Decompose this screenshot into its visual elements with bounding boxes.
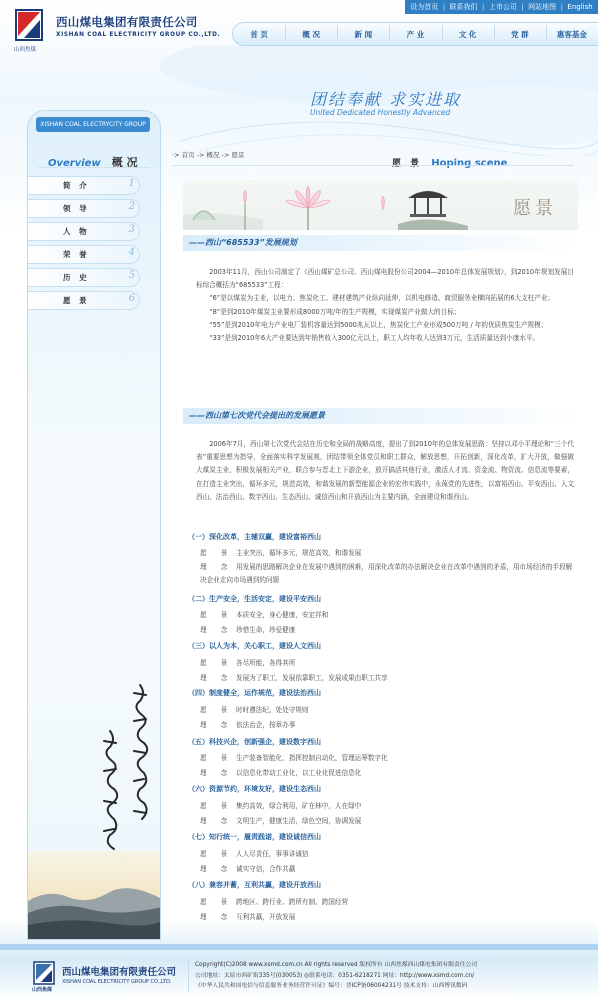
sidebar-item-number: 5 bbox=[128, 270, 135, 281]
vision-item-title: （三）以人为本，关心职工，建设人文西山 bbox=[188, 642, 321, 650]
breadcrumb-parent[interactable]: 概况 bbox=[206, 151, 220, 159]
lotus-banner-label: 愿景 bbox=[513, 198, 557, 219]
breadcrumb-current: 愿景 bbox=[231, 151, 245, 159]
footer-address: 公司地址：太原市西矿街335号(030053) ◎联系电话：0351-6218271 网址：http://www.xsmd.com.cn/ bbox=[195, 972, 475, 979]
idea-value: 诚实守信，合作共赢 bbox=[236, 865, 296, 873]
idea-row bbox=[200, 672, 574, 685]
vision-row bbox=[200, 752, 574, 765]
sitemap-link[interactable]: 网站地图 bbox=[528, 3, 557, 11]
nav-fund[interactable]: 惠客基金 bbox=[546, 29, 598, 40]
footer-copyright: Copyright(C)2008 www.xsmd.com.cn All rights reserved 版权所有 山西焦煤西山煤电集团有限责任公司 bbox=[195, 962, 478, 968]
vision-item-title: （一）深化改革，主辅双赢，建设富裕西山 bbox=[188, 533, 321, 541]
vision-key: 愿 景 bbox=[200, 802, 234, 810]
idea-row bbox=[200, 624, 574, 637]
idea-value: 以信息化带动工业化，以工业化促进信息化 bbox=[236, 769, 362, 777]
sidebar-item-number: 6 bbox=[128, 293, 135, 304]
section1-body bbox=[196, 266, 574, 345]
vision-key: 愿 景 bbox=[200, 754, 234, 762]
idea-row bbox=[200, 911, 574, 924]
vision-row bbox=[200, 609, 574, 622]
section-header bbox=[183, 408, 578, 424]
set-homepage-link[interactable]: 设为首页 bbox=[410, 3, 439, 11]
idea-value: 互利共赢，开放发展 bbox=[236, 913, 296, 921]
logo-parent-brand: 山西焦煤 bbox=[14, 47, 37, 53]
nav-home[interactable]: 首 页 bbox=[250, 29, 268, 39]
contact-us-link[interactable]: 联系我们 bbox=[449, 3, 478, 11]
idea-row bbox=[200, 863, 574, 876]
lotus-banner-image bbox=[183, 180, 578, 230]
sidebar-item-label: 人 物 bbox=[63, 227, 90, 236]
sidebar-item-number: 4 bbox=[128, 247, 135, 258]
idea-key: 理 念 bbox=[200, 817, 234, 825]
breadcrumb bbox=[172, 150, 245, 159]
sidebar-menu bbox=[28, 176, 161, 314]
vision-key: 愿 景 bbox=[200, 706, 234, 714]
breadcrumb-home[interactable]: 首页 bbox=[181, 151, 195, 159]
vision-item-title: （六）资源节约，环境友好，建设生态西山 bbox=[188, 785, 321, 793]
idea-key: 理 念 bbox=[200, 721, 234, 729]
nav-overview[interactable]: 概 况 bbox=[285, 29, 337, 40]
sidebar-item-label: 领 导 bbox=[63, 204, 90, 213]
idea-key: 理 念 bbox=[200, 913, 234, 921]
sidebar-item-leaders[interactable] bbox=[28, 199, 140, 218]
sidebar-item-number: 1 bbox=[128, 178, 135, 189]
vision-row bbox=[200, 657, 574, 670]
logo-company-name: 西山煤电集团有限责任公司 bbox=[56, 15, 198, 29]
vision-key: 愿 景 bbox=[200, 850, 234, 858]
vision-value: 集约高效，绿合利用，矿在林中，人在绿中 bbox=[236, 802, 362, 810]
vision-value: 人人尽责任，事事讲诚信 bbox=[236, 850, 309, 858]
sidebar-group-label: XISHAN COAL ELECTRYCITY GROUP bbox=[36, 117, 150, 132]
sidebar-item-label: 荣 誉 bbox=[63, 250, 90, 259]
lotus-illustration bbox=[183, 180, 578, 230]
nav-news[interactable]: 新 闻 bbox=[337, 29, 389, 40]
logo-company-name-en: XISHAN COAL ELECTRICITY GROUP CO.,LTD. bbox=[56, 32, 221, 38]
sidebar-item-number: 2 bbox=[128, 201, 135, 212]
idea-row bbox=[200, 561, 574, 587]
section-title: ——西山“685533”发展规划 bbox=[189, 238, 297, 247]
page-title-cn: 愿 景 bbox=[392, 159, 423, 169]
mountain-landscape-image bbox=[28, 851, 161, 940]
idea-key: 理 念 bbox=[200, 865, 234, 873]
english-link[interactable]: English bbox=[567, 3, 593, 11]
idea-row bbox=[200, 767, 574, 780]
vision-item-title: （四）制度健全，运作规范，建设法治西山 bbox=[188, 689, 321, 697]
main-nav bbox=[232, 22, 598, 46]
top-links-bar: 设为首页 | 联系我们 | 上市公司 | 网站地图 | English bbox=[405, 0, 598, 14]
paragraph: “55”是到2010年电力产业电厂装机容量达到5000兆瓦以上，焦炭化工产业形成500万吨 / 年的优质焦炭生产规模； bbox=[209, 320, 548, 329]
sidebar-divider bbox=[38, 167, 150, 168]
vision-row bbox=[200, 547, 574, 560]
breadcrumb-separator: -> bbox=[196, 151, 205, 159]
vision-value: 时时遵法纪，处处守规则 bbox=[236, 706, 309, 714]
vision-item-title: （七）知行统一，履责践诺，建设诚信西山 bbox=[188, 833, 321, 841]
vision-row bbox=[200, 896, 574, 909]
vision-key: 愿 景 bbox=[200, 549, 234, 557]
idea-row bbox=[200, 815, 574, 828]
idea-value: 发展为了职工，发展依靠职工，发展成果由职工共享 bbox=[236, 674, 388, 682]
footer-logo bbox=[32, 960, 212, 994]
sidebar-item-label: 愿 景 bbox=[63, 296, 90, 305]
vision-row bbox=[200, 800, 574, 813]
footer-company-name-en: XISHAN COAL ELECTRICITY GROUP CO.,LTD. bbox=[62, 979, 172, 985]
sidebar-heading-cn: 概 况 bbox=[111, 156, 138, 169]
idea-row bbox=[200, 719, 574, 732]
idea-value: 用发展的思路解决企业在发展中遇到的困难，用深化改革的办法解决企业在改革中遇到的矛盾，用市场经济的手段解决企业走向市场遇到的问题 bbox=[200, 563, 573, 584]
breadcrumb-arrow-icon: ·> bbox=[172, 151, 180, 159]
vision-value: 生产装备智能化，指挥控制自动化，管理运筹数字化 bbox=[236, 754, 388, 762]
pavilion-icon bbox=[398, 191, 468, 230]
nav-culture[interactable]: 文 化 bbox=[442, 29, 494, 40]
idea-value: 文明生产，健康生活，绿色空间，协调发展 bbox=[236, 817, 362, 825]
sidebar-item-label: 简 介 bbox=[63, 181, 90, 190]
banner-slogan-en: United Dedicated Honestly Advanced bbox=[310, 108, 451, 117]
vision-key: 愿 景 bbox=[200, 611, 234, 619]
vision-row bbox=[200, 704, 574, 717]
banner-slogan: 团结奉献 求实进取 bbox=[310, 90, 462, 109]
vision-value: 本质安全，身心健康，安定祥和 bbox=[236, 611, 329, 619]
vision-item-title: （五）科技兴企，创新强企，建设数字西山 bbox=[188, 738, 321, 746]
vision-key: 愿 景 bbox=[200, 659, 234, 667]
paragraph: “33”是到2010年6大产业要达到年销售收入300亿元以上，职工人均年收入达到3万元，生活质量达到小康水平。 bbox=[209, 334, 540, 343]
footer-divider bbox=[0, 944, 598, 950]
nav-industry[interactable]: 产 业 bbox=[389, 29, 441, 40]
idea-value: 依法治企，按章办事 bbox=[236, 721, 296, 729]
page-title-en: Hoping scene bbox=[431, 158, 508, 169]
breadcrumb-separator: -> bbox=[221, 151, 230, 159]
vision-value: 各尽所能，各得其所 bbox=[236, 659, 296, 667]
sidebar-item-honors[interactable] bbox=[28, 245, 140, 264]
footer-info bbox=[188, 960, 588, 992]
sidebar-item-intro[interactable] bbox=[28, 176, 140, 195]
idea-value: 珍惜生命，珍爱健康 bbox=[236, 626, 296, 634]
sidebar bbox=[27, 110, 161, 940]
vision-key: 愿 景 bbox=[200, 898, 234, 906]
paragraph: 2003年11月，西山公司制定了《西山煤矿总公司、西山煤电股份公司2004—2010年总体发展规划》，到2010年规划发展目标综合概括为“685533”工程： bbox=[196, 268, 574, 290]
sidebar-item-people[interactable] bbox=[28, 222, 140, 241]
sidebar-heading-en: Overview bbox=[48, 158, 101, 169]
idea-key: 理 念 bbox=[200, 674, 234, 682]
sidebar-item-label: 历 史 bbox=[63, 273, 90, 282]
paragraph: “8”是到2010年煤炭主业要形成8000万吨/年的生产规模，实现煤炭产业做大的目标； bbox=[209, 307, 461, 316]
paragraph: 2006年7月，西山第七次党代会站在历史和全局的战略高度，提出了到2010年的总体发展思路：坚持以邓小平理论和“三个代表”重要思想为指导，全面落实科学发展观，团结带领全体党员和职工群众，解放思想，开拓创新，深化改革，扩大开放，做强做大煤炭主业，积极发展相关产业，联合参与晋北上下游企业，放开搞活其他行业，激活人才流、资金流、物资流、信息流等要素，在打造主业突出，循环多元，规范高效，和谐发展的新型能源企业的宏伟实践中，永葆党的先进性，以富裕西山、平安西山、人文西山、法治西山、数字西山、生态西山、诚信西山和开放西山为主要内涵，全面建设和谐西山。 bbox=[196, 440, 574, 501]
listed-company-link[interactable]: 上市公司 bbox=[488, 3, 517, 11]
page-title bbox=[392, 151, 507, 170]
vision-row bbox=[200, 848, 574, 861]
idea-key: 理 念 bbox=[200, 626, 234, 634]
footer-parent-brand: 山西焦煤 bbox=[32, 987, 53, 993]
footer-logo-mark-icon bbox=[32, 960, 58, 986]
sidebar-item-history[interactable] bbox=[28, 268, 140, 287]
vision-value: 主业突出，循环多元，规范高效，和谐发展 bbox=[236, 549, 362, 557]
footer-license: 《中华人民共和国电信与信息服务业务经营许可证》编号：晋ICP备06004231号 技术支持：山西博讯数码 bbox=[195, 983, 468, 989]
section-title: ——西山第七次党代会提出的发展愿景 bbox=[189, 411, 325, 420]
vision-value: 跨地区、跨行业、跨所有制、跨国经营 bbox=[236, 898, 349, 906]
footer-company-name: 西山煤电集团有限责任公司 bbox=[62, 967, 177, 978]
idea-key: 理 念 bbox=[200, 563, 234, 571]
nav-party[interactable]: 党 群 bbox=[494, 29, 546, 40]
section2-intro bbox=[196, 438, 574, 504]
title-divider bbox=[172, 165, 574, 166]
sidebar-item-number: 3 bbox=[128, 224, 135, 235]
vision-item-title: （二）生产安全，生活安定，建设平安西山 bbox=[188, 595, 321, 603]
section-header bbox=[183, 235, 578, 251]
idea-key: 理 念 bbox=[200, 769, 234, 777]
paragraph: “6”是以煤炭为主业，以电力、焦炭化工、建材建筑产业纵向延伸，以机电修造、商贸服务业横向拓展的6大支柱产业； bbox=[209, 294, 555, 303]
sidebar-item-vision[interactable] bbox=[28, 291, 140, 310]
vision-item-title: （八）兼容并蓄，互利共赢，建设开放西山 bbox=[188, 881, 321, 889]
